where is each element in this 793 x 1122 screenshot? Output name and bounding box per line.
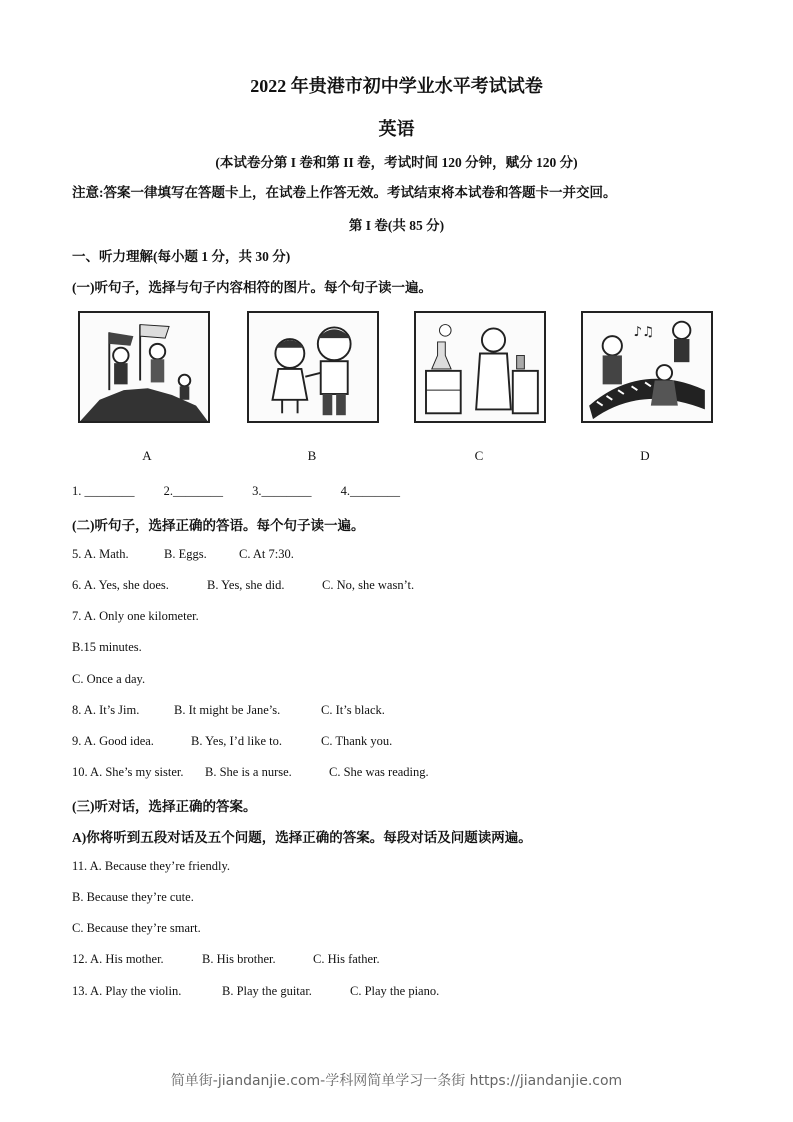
option: C. His father. — [313, 952, 380, 966]
option: B. Yes, she did. — [207, 578, 285, 592]
question-11-option-c: C. Because they’re smart. — [72, 921, 201, 935]
question-8 — [72, 703, 385, 718]
svg-text:♪♫: ♪♫ — [633, 324, 655, 341]
music-keyboard-icon — [581, 311, 713, 423]
exam-notice: 注意:答案一律填写在答题卡上，在试卷上作答无效。考试结束将本试卷和答题卡一并交回。 — [72, 185, 617, 200]
question-5 — [72, 547, 294, 562]
question-11-option-a: 11. A. Because they’re friendly. — [72, 859, 231, 873]
question-7-option-b: B.15 minutes. — [72, 640, 142, 654]
option: C. Thank you. — [321, 734, 393, 748]
option: 12. A. His mother. — [72, 952, 164, 966]
option: 5. A. Math. — [72, 547, 129, 561]
option: 10. A. She’s my sister. — [72, 765, 184, 779]
exam-title: 2022 年贵港市初中学业水平考试试卷 — [250, 76, 543, 96]
subject-title: 英语 — [378, 119, 415, 139]
option: 8. A. It’s Jim. — [72, 703, 140, 717]
question-11-option-b: B. Because they’re cute. — [72, 890, 194, 904]
question-9 — [72, 734, 392, 749]
boy-and-girl-icon — [247, 311, 379, 423]
question-13 — [72, 984, 439, 999]
option: B. His brother. — [202, 952, 276, 966]
footer-watermark: 简单街-jiandanjie.com-学科网简单学习一条街 https://jiandanjie.com — [170, 1073, 623, 1089]
option: B. Play the guitar. — [222, 984, 312, 998]
exam-info: (本试卷分第 I 卷和第 II 卷，考试时间 120 分钟，赋分 120 分) — [215, 155, 578, 170]
picture-label-b: B — [307, 448, 317, 463]
subsection-2-heading: (二)听句子，选择正确的答语。每个句子读一遍。 — [72, 518, 365, 533]
option: 13. A. Play the violin. — [72, 984, 182, 998]
answer-blank-4[interactable]: 4.________ — [340, 484, 400, 498]
answer-blank-3[interactable]: 3.________ — [252, 484, 312, 498]
option: 6. A. Yes, she does. — [72, 578, 169, 592]
picture-label-a: A — [142, 448, 152, 463]
picture-label-d: D — [640, 448, 650, 463]
option: B. Yes, I’d like to. — [191, 734, 282, 748]
part-heading: 第 I 卷(共 85 分) — [348, 218, 445, 233]
option: 9. A. Good idea. — [72, 734, 154, 748]
scientist-lab-icon — [414, 311, 546, 423]
question-10 — [72, 765, 429, 780]
option: C. At 7:30. — [239, 547, 294, 561]
question-7-option-c: C. Once a day. — [72, 672, 146, 686]
option: B. Eggs. — [164, 547, 207, 561]
option: C. It’s black. — [321, 703, 385, 717]
answer-blank-1[interactable]: 1. ________ — [72, 484, 135, 498]
subsection-1-heading: (一)听句子，选择与句子内容相符的图片。每个句子读一遍。 — [72, 280, 432, 295]
question-6 — [72, 578, 414, 593]
answer-blank-2[interactable]: 2.________ — [163, 484, 223, 498]
option: C. Play the piano. — [350, 984, 440, 998]
option: B. It might be Jane’s. — [174, 703, 281, 717]
question-7-option-a: 7. A. Only one kilometer. — [72, 609, 199, 623]
section-heading: 一、听力理解(每小题 1 分，共 30 分) — [72, 249, 291, 264]
climbers-with-flag-icon — [78, 311, 210, 423]
subsection-3a-heading: A)你将听到五段对话及五个问题，选择正确的答案。每段对话及问题读两遍。 — [72, 830, 532, 845]
option: B. She is a nurse. — [205, 765, 292, 779]
question-12 — [72, 952, 380, 967]
picture-label-c: C — [474, 448, 484, 463]
subsection-3-heading: (三)听对话，选择正确的答案。 — [72, 799, 257, 814]
option: C. She was reading. — [329, 765, 429, 779]
answer-blanks — [72, 484, 426, 499]
option: C. No, she wasn’t. — [322, 578, 415, 592]
